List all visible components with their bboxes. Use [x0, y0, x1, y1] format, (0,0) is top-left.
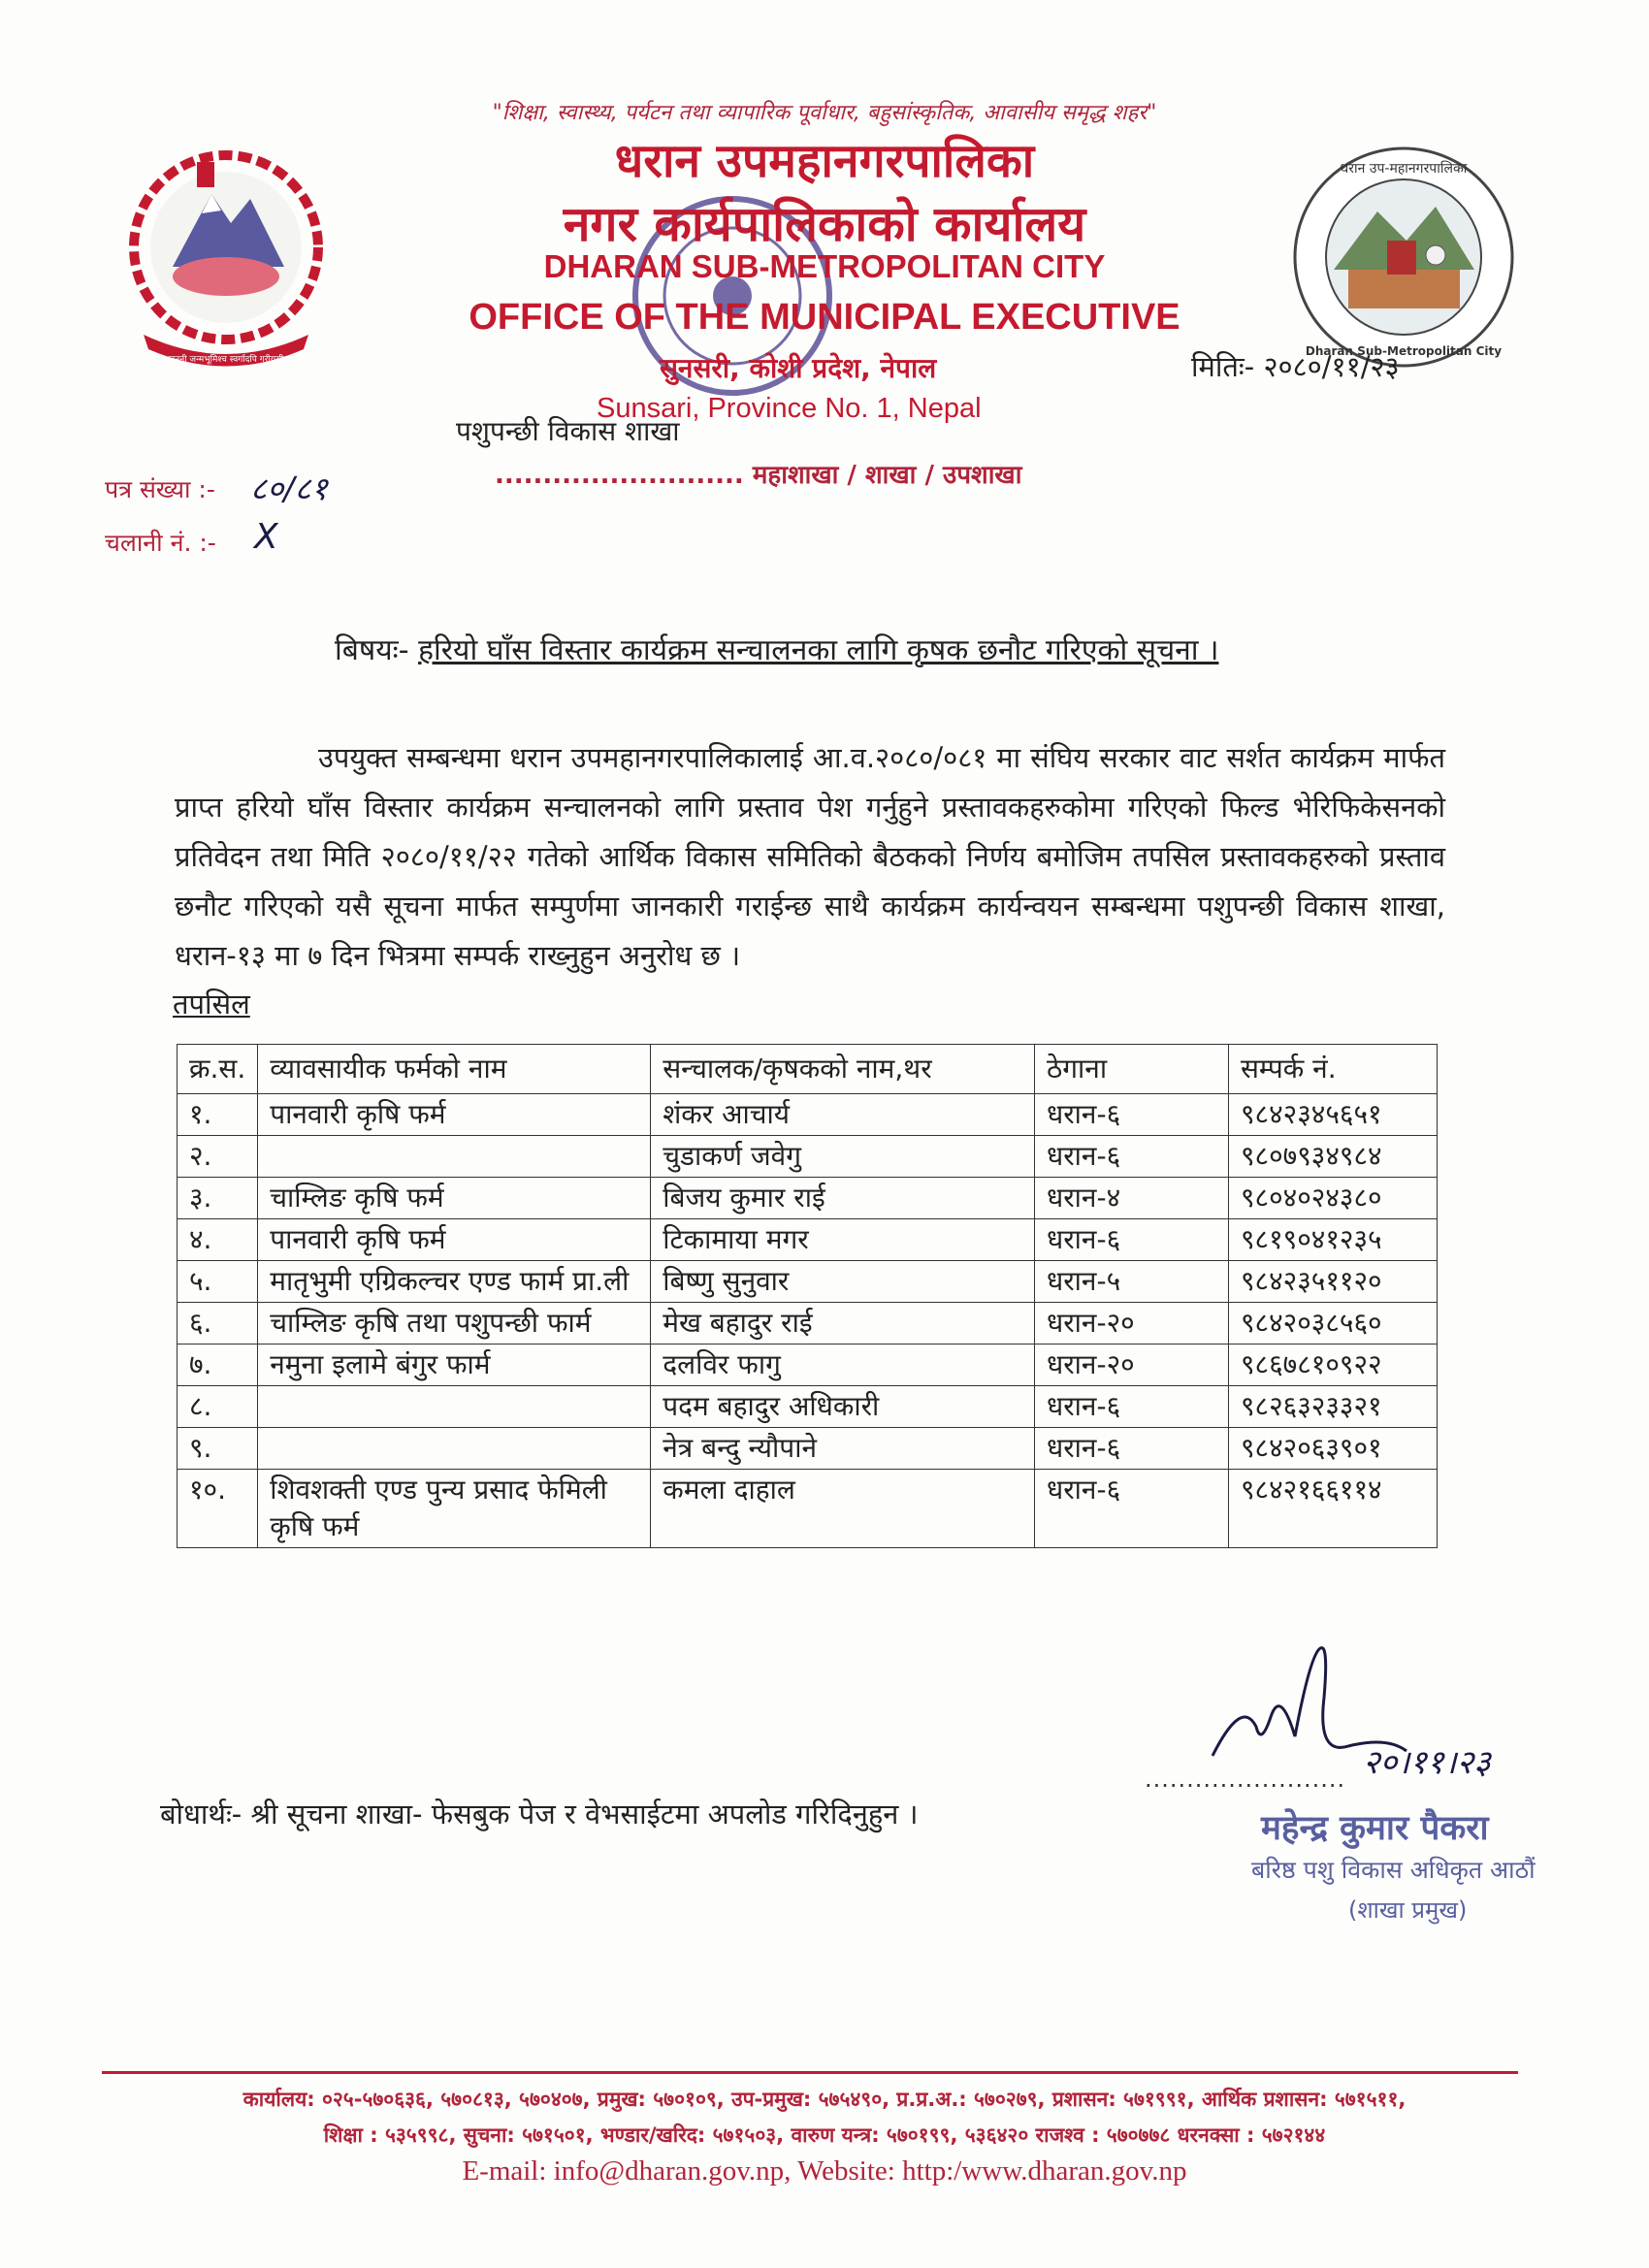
footer-phone-line-2: शिक्षा : ५३५९९८, सुचना: ५७१५०१, भण्डार/खरिद: ५७१५०३, वारुण यन्त्र: ५७०१९९, ५३६४२० राजश्व : ५७०७७८ धरनक्सा : ५७२१४४	[323, 2123, 1326, 2147]
cell-address: धरान-२०	[1035, 1303, 1229, 1345]
header-sn: क्र.स.	[178, 1045, 258, 1094]
cell-sn: ९.	[178, 1428, 258, 1470]
dispatch-label: चलानी नं. :-	[105, 529, 216, 557]
signatory-branch: (शाखा प्रमुख)	[1348, 1896, 1468, 1924]
cell-operator: दलविर फागु	[651, 1345, 1035, 1386]
cell-sn: ६.	[178, 1303, 258, 1345]
table-row	[178, 1261, 1438, 1303]
signature-date: २०।११।२३	[1363, 1743, 1491, 1782]
table-row	[178, 1094, 1438, 1136]
header-contact: सम्पर्क नं.	[1229, 1045, 1438, 1094]
cell-sn: ४.	[178, 1219, 258, 1261]
cell-farm: शिवशक्ती एण्ड पुन्य प्रसाद फेमिली कृषि फर्म	[258, 1470, 651, 1548]
letter-body: उपयुक्त सम्बन्धमा धरान उपमहानगरपालिकालाई आ.व.२०८०/०८१ मा संघिय सरकार वाट सर्शत कार्यक्रम मार्फत प्राप्त हरियो घाँस विस्तार कार्यक्रम सन्चालनको लागि प्रस्ताव पेश गर्नुहुने प्रस्तावकहरुकोमा गरिएको फिल्ड भेरिफिकेसनको प्रतिवेदन तथा मिति २०८०/११/२२ गतेको आर्थिक विकास समितिको बैठकको निर्णय बमोजिम तपसिल प्रस्तावकहरुको प्रस्ताव छनौट गरिएको यसै सूचना मार्फत सम्पुर्णमा जानकारी गराईन्छ साथै कार्यक्रम कार्यन्वयन सम्बन्धमा पशुपन्छी विकास शाखा, धरान-१३ मा ७ दिन भित्रमा सम्पर्क राख्नुहुन अनुरोध छ ।	[175, 741, 1445, 972]
table-row	[178, 1219, 1438, 1261]
cell-address: धरान-६	[1035, 1219, 1229, 1261]
table-row	[178, 1303, 1438, 1345]
signatory-name: महेन्द्र कुमार पैकरा	[1261, 1809, 1489, 1848]
right-logo-bottom-text: Dharan Sub-Metropolitan City	[1305, 344, 1503, 358]
subject-text: हरियो घाँस विस्तार कार्यक्रम सन्चालनका लागि कृषक छनौट गरिएको सूचना ।	[418, 633, 1219, 667]
letter-date	[1191, 347, 1400, 385]
cell-farm: पानवारी कृषि फर्म	[258, 1094, 651, 1136]
table-row	[178, 1136, 1438, 1178]
cc-note: बोधार्थः- श्री सूचना शाखा- फेसबुक पेज र वेभसाईटमा अपलोड गरिदिनुहुन ।	[160, 1798, 919, 1831]
department-line	[495, 456, 1021, 491]
dispatch-value: X	[254, 517, 278, 557]
cell-farm	[258, 1428, 651, 1470]
cell-farm	[258, 1386, 651, 1428]
address-nepali: सुनसरी, कोशी प्रदेश, नेपाल	[660, 352, 937, 384]
city-name-nepali: धरान उपमहानगरपालिका	[614, 134, 1035, 188]
emblem-ribbon-text: जननी जन्मभूमिश्च स्वर्गादपि गरीयसी	[168, 355, 284, 365]
selected-farmers-table	[177, 1044, 1438, 1548]
right-logo-top-text: धरान उप-महानगरपालिका	[1340, 161, 1468, 177]
subject-label: बिषयः-	[335, 633, 409, 667]
cell-operator: बिजय कुमार राई	[651, 1178, 1035, 1219]
cell-operator: शंकर आचार्य	[651, 1094, 1035, 1136]
cell-operator: टिकामाया मगर	[651, 1219, 1035, 1261]
table-row	[178, 1470, 1438, 1548]
cell-operator: बिष्णु सुनुवार	[651, 1261, 1035, 1303]
cell-farm: पानवारी कृषि फर्म	[258, 1219, 651, 1261]
office-name-nepali: नगर कार्यपालिकाको कार्यालय	[563, 195, 1086, 252]
cell-sn: ५.	[178, 1261, 258, 1303]
cell-operator: पदम बहादुर अधिकारी	[651, 1386, 1035, 1428]
cell-farm: नमुना इलामे बंगुर फार्म	[258, 1345, 651, 1386]
cell-sn: १०.	[178, 1470, 258, 1548]
city-motto: "शिक्षा, स्वास्थ्य, पर्यटन तथा व्यापारिक पूर्वाधार, बहुसांस्कृतिक, आवासीय समृद्ध शहर"	[492, 101, 1157, 125]
cell-contact: ९८४२३४५६५१	[1229, 1094, 1438, 1136]
cell-address: धरान-६	[1035, 1428, 1229, 1470]
cell-operator: कमला दाहाल	[651, 1470, 1035, 1548]
cell-contact: ९८४२१६६११४	[1229, 1470, 1438, 1548]
office-name-english: OFFICE OF THE MUNICIPAL EXECUTIVE	[469, 297, 1180, 338]
cell-farm: चाम्लिङ कृषि तथा पशुपन्छी फार्म	[258, 1303, 651, 1345]
date-value: २०८०/११/२३	[1263, 350, 1400, 383]
cell-contact: ९८१९०४१२३५	[1229, 1219, 1438, 1261]
department-dots: ..........................	[495, 461, 744, 490]
cell-operator: चुडाकर्ण जवेगु	[651, 1136, 1035, 1178]
table-row	[178, 1386, 1438, 1428]
cell-contact: ९८४२३५११२०	[1229, 1261, 1438, 1303]
header-farm: व्यावसायीक फर्मको नाम	[258, 1045, 651, 1094]
city-name-english: DHARAN SUB-METROPOLITAN CITY	[543, 248, 1106, 284]
cell-address: धरान-६	[1035, 1386, 1229, 1428]
cell-sn: ३.	[178, 1178, 258, 1219]
cell-farm	[258, 1136, 651, 1178]
cell-sn: ७.	[178, 1345, 258, 1386]
footer-divider	[102, 2071, 1518, 2074]
header-address: ठेगाना	[1035, 1045, 1229, 1094]
reference-value: ८०/८१	[250, 470, 328, 507]
cell-farm: मातृभुमी एग्रिकल्चर एण्ड फार्म प्रा.ली	[258, 1261, 651, 1303]
department-label: महाशाखा / शाखा / उपशाखा	[752, 461, 1022, 490]
signature-line: ........................	[1145, 1766, 1346, 1793]
cell-sn: २.	[178, 1136, 258, 1178]
cell-operator: नेत्र बन्दु न्यौपाने	[651, 1428, 1035, 1470]
cell-sn: ८.	[178, 1386, 258, 1428]
cell-address: धरान-६	[1035, 1470, 1229, 1548]
cell-farm: चाम्लिङ कृषि फर्म	[258, 1178, 651, 1219]
cell-address: धरान-६	[1035, 1094, 1229, 1136]
table-header-row	[178, 1045, 1438, 1094]
signatory-title: बरिष्ठ पशु विकास अधिकृत आठौं	[1251, 1856, 1536, 1884]
table-row	[178, 1428, 1438, 1470]
cell-contact: ९८०७९३४९८४	[1229, 1136, 1438, 1178]
branch-name: पशुपन्छी विकास शाखा	[456, 415, 680, 447]
cell-address: धरान-५	[1035, 1261, 1229, 1303]
table-row	[178, 1178, 1438, 1219]
cell-contact: ९८६७८१०९२२	[1229, 1345, 1438, 1386]
cell-address: धरान-२०	[1035, 1345, 1229, 1386]
letter-subject	[335, 629, 1218, 668]
cell-contact: ९८२६३२३३२१	[1229, 1386, 1438, 1428]
cell-sn: १.	[178, 1094, 258, 1136]
reference-label: पत्र संख्या :-	[105, 475, 215, 503]
cell-contact: ९८४२०३८५६०	[1229, 1303, 1438, 1345]
cell-contact: ९८०४०२४३८०	[1229, 1178, 1438, 1219]
footer-contact-web: E-mail: info@dharan.gov.np, Website: http:/www.dharan.gov.np	[462, 2155, 1187, 2187]
cell-operator: मेख बहादुर राई	[651, 1303, 1035, 1345]
table-row	[178, 1345, 1438, 1386]
cell-contact: ९८४२०६३९०१	[1229, 1428, 1438, 1470]
header-operator: सन्चालक/कृषकको नाम,थर	[651, 1045, 1035, 1094]
cell-address: धरान-४	[1035, 1178, 1229, 1219]
cell-address: धरान-६	[1035, 1136, 1229, 1178]
address-english: Sunsari, Province No. 1, Nepal	[597, 393, 982, 424]
list-heading: तपसिल	[173, 988, 250, 1021]
footer-phone-line-1: कार्यालय: ०२५-५७०६३६, ५७०८१३, ५७०४०७, प्रमुख: ५७०१०९, उप-प्रमुख: ५७५४९०, प्र.प्र.अ.: ५७०२७९, प्रशासन: ५७१९९१, आर्थिक प्रशासन: ५७१५११,	[242, 2088, 1406, 2111]
date-label: मितिः-	[1191, 350, 1255, 383]
